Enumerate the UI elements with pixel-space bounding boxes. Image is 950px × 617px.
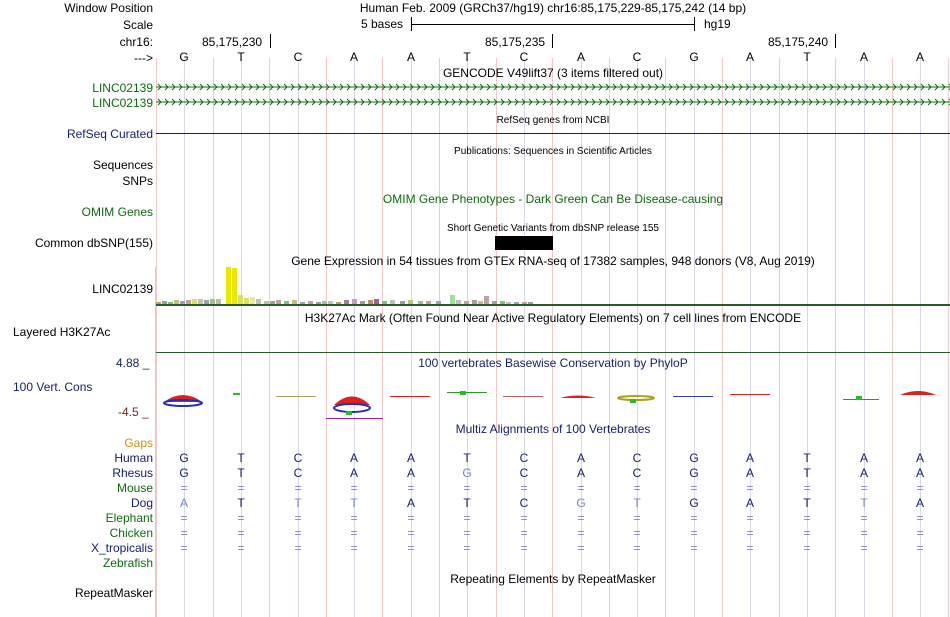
gtex-tissue-bar[interactable] [238, 295, 243, 304]
multiz-base: A [349, 451, 358, 465]
multiz-base: T [463, 451, 471, 465]
multiz-base: = [577, 511, 585, 525]
multiz-base: A [406, 451, 415, 465]
multiz-base: C [519, 466, 529, 480]
refseq-line[interactable] [156, 133, 950, 134]
scale-label: Scale [122, 18, 153, 32]
gtex-label[interactable]: LINC02139 [92, 282, 153, 296]
h3k27ac-label[interactable]: Layered H3K27Ac [13, 325, 111, 339]
gaps-label[interactable]: Gaps [124, 436, 153, 450]
multiz-base: C [519, 451, 529, 465]
sequence-base: G [689, 50, 699, 64]
sequence-base: T [463, 50, 471, 64]
refseq-track-title: RefSeq genes from NCBI [496, 115, 610, 126]
multiz-base: = [916, 511, 924, 525]
multiz-base: = [746, 526, 754, 540]
gencode-track-title: GENCODE V49lift37 (3 items filtered out) [442, 66, 664, 80]
guide-line [269, 58, 270, 617]
multiz-base: = [860, 526, 868, 540]
publications-snps-label[interactable]: SNPs [122, 174, 153, 188]
coord-tick-1 [270, 34, 271, 48]
multiz-base: C [519, 496, 529, 510]
repeatmasker-label[interactable]: RepeatMasker [74, 586, 153, 600]
multiz-base: = [690, 526, 698, 540]
multiz-base: T [350, 496, 358, 510]
guide-line [892, 58, 893, 617]
multiz-base: = [633, 541, 641, 555]
multiz-base: T [294, 496, 302, 510]
omim-track-title: OMIM Gene Phenotypes - Dark Green Can Be Disease-causing [382, 192, 724, 206]
multiz-base: = [916, 481, 924, 495]
gtex-tissue-bar[interactable] [226, 267, 231, 304]
sequence-base: A [745, 50, 754, 64]
multiz-base: = [237, 541, 245, 555]
multiz-base: = [577, 481, 585, 495]
multiz-base: G [689, 496, 699, 510]
gtex-track-title: Gene Expression in 54 tissues from GTEx RNA-seq of 17382 samples, 948 donors (V8, Aug 2019) [291, 254, 815, 268]
sequence-base: A [349, 50, 358, 64]
gencode-transcript-1[interactable] [156, 82, 950, 92]
h3k27ac-baseline [156, 352, 950, 353]
multiz-base: C [632, 466, 642, 480]
window-position-label: Window Position [64, 1, 153, 15]
gtex-baseline [156, 304, 950, 306]
multiz-base: G [576, 496, 586, 510]
multiz-base: T [803, 466, 811, 480]
multiz-base: = [633, 511, 641, 525]
multiz-base: T [633, 496, 641, 510]
multiz-base: = [463, 481, 471, 495]
multiz-base: G [689, 466, 699, 480]
sequence-base: A [576, 50, 585, 64]
conservation-mark-3 [276, 396, 316, 397]
gencode-transcript-2[interactable] [156, 97, 950, 107]
guide-line [326, 58, 327, 617]
coord-label-2: 85,175,235 [485, 35, 546, 49]
gtex-bar-chart[interactable] [156, 267, 950, 304]
conservation-track-title: 100 vertebrates Basewise Conservation by PhyloP [418, 356, 688, 370]
dbsnp-label[interactable]: Common dbSNP(155) [34, 236, 153, 250]
multiz-track-title: Multiz Alignments of 100 Vertebrates [455, 422, 651, 436]
conservation-mark-2 [233, 393, 240, 395]
multiz-base: = [633, 526, 641, 540]
multiz-base: T [237, 451, 245, 465]
multiz-base: = [803, 541, 811, 555]
multiz-base: C [632, 451, 642, 465]
guide-line [213, 58, 214, 617]
multiz-base: A [745, 451, 754, 465]
conservation-mark-8 [560, 396, 596, 399]
multiz-base: = [407, 511, 415, 525]
chrom-label: chr16: [119, 35, 153, 49]
multiz-base: = [407, 481, 415, 495]
guide-line [156, 58, 157, 617]
gencode-transcript-1-arrows [156, 82, 950, 92]
sequence-base: C [293, 50, 303, 64]
gtex-tissue-bar[interactable] [232, 268, 237, 304]
multiz-base: = [803, 481, 811, 495]
multiz-base: = [916, 541, 924, 555]
guide-line [382, 58, 383, 617]
multiz-base: T [463, 496, 471, 510]
multiz-base: = [294, 526, 302, 540]
conservation-mark-10 [673, 396, 713, 397]
multiz-base: = [633, 481, 641, 495]
conservation-mark-12 [843, 399, 879, 400]
guide-line [552, 58, 553, 617]
multiz-base: T [803, 451, 811, 465]
conservation-min-label: -4.5 _ [118, 405, 149, 419]
window-position-value: Human Feb. 2009 (GRCh37/hg19) chr16:85,175,229-85,175,242 (14 bp) [359, 1, 747, 15]
multiz-base: = [180, 526, 188, 540]
multiz-base: A [576, 466, 585, 480]
publications-sequences-label[interactable]: Sequences [92, 158, 153, 172]
multiz-base: = [237, 481, 245, 495]
multiz-base: A [915, 496, 924, 510]
multiz-base: = [803, 526, 811, 540]
coord-tick-2 [552, 34, 553, 48]
conservation-mark-5 [390, 396, 430, 397]
multiz-species-label[interactable]: Dog [130, 496, 153, 510]
omim-label[interactable]: OMIM Genes [81, 205, 153, 219]
gtex-tissue-bar[interactable] [250, 297, 255, 304]
conservation-label[interactable]: 100 Vert. Cons [13, 380, 93, 394]
multiz-base: = [237, 526, 245, 540]
strand-label: ---> [134, 51, 153, 65]
guide-line [835, 58, 836, 617]
multiz-base: = [577, 541, 585, 555]
sequence-base: G [179, 50, 189, 64]
coord-tick-3 [835, 34, 836, 48]
multiz-base: = [690, 541, 698, 555]
multiz-base: T [237, 466, 245, 480]
multiz-base: = [746, 481, 754, 495]
h3k27ac-track-title: H3K27Ac Mark (Often Found Near Active Regulatory Elements) on 7 cell lines from ENCODE [304, 311, 802, 325]
sequence-base: A [915, 50, 924, 64]
multiz-base: A [859, 466, 868, 480]
gencode-item-label-2[interactable]: LINC02139 [92, 96, 153, 110]
guide-line [439, 58, 440, 617]
guide-line [722, 58, 723, 617]
multiz-base: A [406, 496, 415, 510]
gencode-transcript-2-arrows [156, 97, 950, 107]
gtex-tissue-bar[interactable] [484, 296, 489, 304]
scale-text: 5 bases [361, 17, 404, 31]
multiz-base: = [294, 511, 302, 525]
multiz-base: = [860, 481, 868, 495]
multiz-base: A [179, 496, 188, 510]
multiz-base: = [350, 481, 358, 495]
multiz-base: A [859, 451, 868, 465]
multiz-species-label[interactable]: X_tropicalis [90, 541, 153, 555]
conservation-max-label: 4.88 _ [116, 356, 150, 370]
multiz-species-label[interactable]: Chicken [109, 526, 153, 540]
sequence-base: T [237, 50, 245, 64]
multiz-base: = [520, 526, 528, 540]
multiz-base: G [462, 466, 472, 480]
guide-line [779, 58, 780, 617]
refseq-label[interactable]: RefSeq Curated [66, 127, 153, 141]
multiz-base: = [520, 481, 528, 495]
multiz-base: = [407, 541, 415, 555]
repeatmasker-track-title: Repeating Elements by RepeatMasker [450, 572, 656, 586]
multiz-base: A [915, 451, 924, 465]
dbsnp-variant-block[interactable] [495, 236, 553, 250]
gtex-tissue-bar[interactable] [450, 295, 455, 304]
multiz-base: = [350, 511, 358, 525]
multiz-base: = [746, 511, 754, 525]
multiz-species-label[interactable]: Elephant [105, 511, 153, 525]
multiz-base: = [463, 526, 471, 540]
multiz-base: = [520, 511, 528, 525]
multiz-base: = [577, 526, 585, 540]
multiz-base: G [179, 466, 189, 480]
multiz-species-label[interactable]: Mouse [116, 481, 153, 495]
multiz-base: = [180, 511, 188, 525]
multiz-base: = [520, 541, 528, 555]
coord-label-3: 85,175,240 [768, 35, 829, 49]
sequence-base: A [859, 50, 868, 64]
coord-label-1: 85,175,230 [202, 35, 263, 49]
multiz-base: = [407, 526, 415, 540]
multiz-base: A [349, 466, 358, 480]
multiz-base: = [350, 526, 358, 540]
multiz-species-label[interactable]: Zebrafish [102, 556, 153, 570]
multiz-base: C [293, 466, 303, 480]
multiz-base: = [690, 481, 698, 495]
dbsnp-track-title: Short Genetic Variants from dbSNP release 155 [447, 223, 659, 234]
multiz-base: = [746, 541, 754, 555]
multiz-base: T [860, 496, 868, 510]
multiz-base: = [690, 511, 698, 525]
scale-assembly: hg19 [704, 17, 731, 31]
multiz-species-label[interactable]: Human [114, 451, 153, 465]
multiz-base: = [860, 511, 868, 525]
multiz-base: = [463, 511, 471, 525]
gencode-item-label-1[interactable]: LINC02139 [92, 81, 153, 95]
conservation-mark-7 [503, 396, 543, 397]
multiz-base: A [745, 496, 754, 510]
multiz-base: = [350, 541, 358, 555]
conservation-mark-13 [900, 391, 936, 395]
publications-track-title: Publications: Sequences in Scientific Articles [454, 146, 652, 157]
multiz-base: = [294, 481, 302, 495]
sequence-base: T [803, 50, 811, 64]
multiz-base: G [179, 451, 189, 465]
multiz-base: = [463, 541, 471, 555]
guide-line [609, 58, 610, 617]
multiz-base: = [860, 541, 868, 555]
conservation-logo-pos1 [164, 395, 202, 406]
sequence-base: C [519, 50, 529, 64]
multiz-base: A [406, 466, 415, 480]
multiz-base: = [180, 481, 188, 495]
multiz-base: C [293, 451, 303, 465]
multiz-base: A [745, 466, 754, 480]
multiz-base: G [689, 451, 699, 465]
conservation-mark-9 [618, 396, 654, 400]
scale-bar-left-tick [411, 17, 412, 31]
guide-line [496, 58, 497, 617]
multiz-base: = [803, 511, 811, 525]
multiz-base: T [803, 496, 811, 510]
multiz-base: T [237, 496, 245, 510]
guide-line [948, 58, 949, 617]
multiz-base: = [180, 541, 188, 555]
multiz-base: = [294, 541, 302, 555]
sequence-base: C [632, 50, 642, 64]
multiz-base: A [576, 451, 585, 465]
multiz-base: A [915, 466, 924, 480]
scale-bar [411, 24, 695, 25]
guide-line [665, 58, 666, 617]
multiz-base: = [237, 511, 245, 525]
sequence-base: A [406, 50, 415, 64]
multiz-species-label[interactable]: Rhesus [112, 466, 153, 480]
multiz-base: = [916, 526, 924, 540]
scale-bar-right-tick [694, 17, 695, 31]
